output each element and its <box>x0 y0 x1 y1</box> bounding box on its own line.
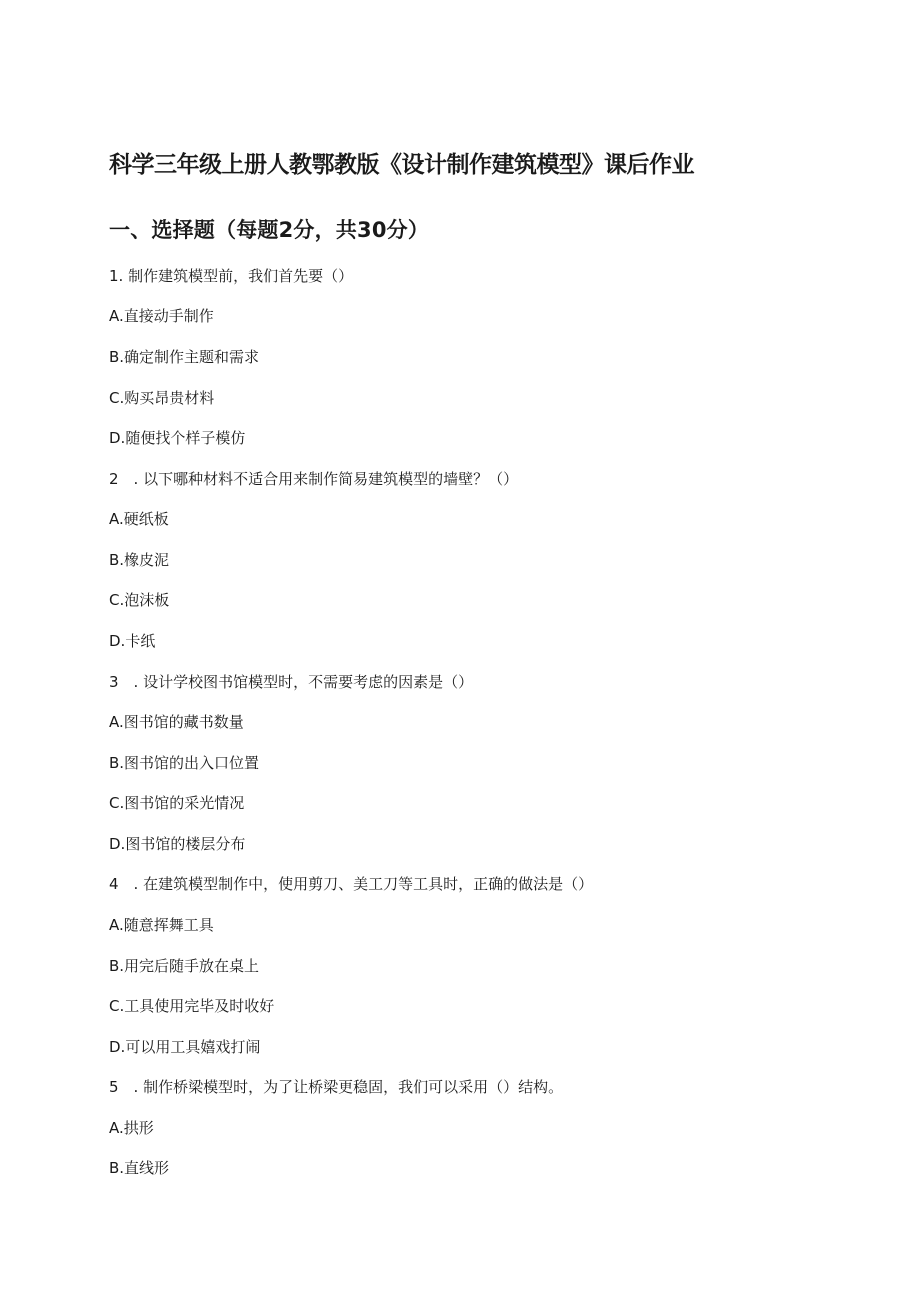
question-4-option-d: D.可以用工具嬉戏打闹 <box>109 1038 261 1056</box>
question-4-option-c: C.工具使用完毕及时收好 <box>109 997 275 1015</box>
document-title: 科学三年级上册人教鄂教版《设计制作建筑模型》课后作业 <box>109 152 694 178</box>
question-1-option-b: B.确定制作主题和需求 <box>109 348 260 366</box>
question-3: 3 . 设计学校图书馆模型时，不需要考虑的因素是（） <box>109 673 474 691</box>
question-2-option-c: C.泡沫板 <box>109 591 170 609</box>
question-1-option-c: C.购买昂贵材料 <box>109 389 215 407</box>
question-5: 5 . 制作桥梁模型时，为了让桥梁更稳固，我们可以采用（）结构。 <box>109 1078 564 1096</box>
section-heading: 一、选择题（每题2分，共30分） <box>109 218 430 242</box>
question-5-option-a: A.拱形 <box>109 1119 154 1137</box>
question-1-option-a: A.直接动手制作 <box>109 307 214 325</box>
question-4-option-a: A.随意挥舞工具 <box>109 916 214 934</box>
question-2: 2 . 以下哪种材料不适合用来制作简易建筑模型的墙壁？（） <box>109 470 519 488</box>
question-3-option-b: B.图书馆的出入口位置 <box>109 754 260 772</box>
question-3-option-c: C.图书馆的采光情况 <box>109 794 245 812</box>
question-3-option-a: A.图书馆的藏书数量 <box>109 713 244 731</box>
question-2-option-b: B.橡皮泥 <box>109 551 170 569</box>
question-5-option-b: B.直线形 <box>109 1159 170 1177</box>
question-2-option-d: D.卡纸 <box>109 632 156 650</box>
question-3-option-d: D.图书馆的楼层分布 <box>109 835 246 853</box>
question-4: 4 . 在建筑模型制作中，使用剪刀、美工刀等工具时，正确的做法是（） <box>109 875 594 893</box>
question-2-option-a: A.硬纸板 <box>109 510 169 528</box>
question-1-option-d: D.随便找个样子模仿 <box>109 429 246 447</box>
question-4-option-b: B.用完后随手放在桌上 <box>109 957 260 975</box>
question-1: 1. 制作建筑模型前，我们首先要（） <box>109 267 354 285</box>
